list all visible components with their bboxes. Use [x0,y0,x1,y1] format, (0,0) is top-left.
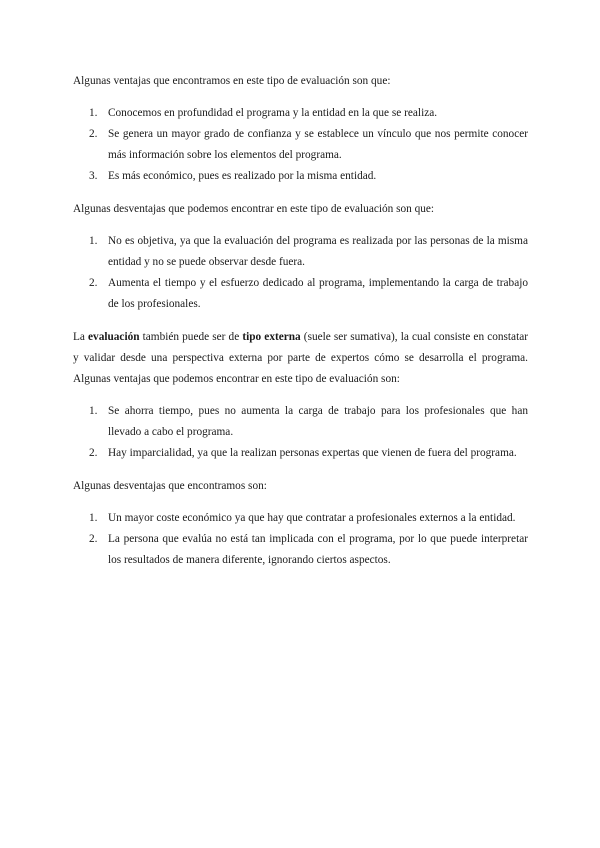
intro-ventajas: Algunas ventajas que encontramos en este tipo de evaluación son que: [73,75,391,87]
list-desventajas [73,231,528,315]
paragraph-evaluacion-externa: La evaluación también puede ser de tipo externa (suele ser sumativa), la cual consiste en constatar y validar desde una perspectiva externa por parte de expertos cómo se desarrolla el programa. Algunas ventajas que podemos encontrar en este tipo de evaluación son: [73,331,528,385]
intro-desventajas-externa: Algunas desventajas que encontramos son: [73,480,267,492]
list-item: 3. Es más económico, pues es realizado por la misma entidad. [89,170,377,182]
list-item: 2. Hay imparcialidad, ya que la realizan personas expertas que vienen de fuera del programa. [89,447,517,459]
list-desventajas-externa [73,508,528,571]
list-item: 2. Se genera un mayor grado de confianza y se establece un vínculo que nos permite conocer más información sobre los elementos del programa. [89,128,528,161]
list-item: 1. No es objetiva, ya que la evaluación del programa es realizada por las personas de la misma entidad y no se puede observar desde fuera. [89,235,528,268]
list-item: 2. La persona que evalúa no está tan implicada con el programa, por lo que puede interpretar los resultados de manera diferente, ignorando ciertos aspectos. [89,533,528,566]
list-ventajas [73,103,528,187]
intro-desventajas: Algunas desventajas que podemos encontrar en este tipo de evaluación son que: [73,203,435,215]
list-item: 2. Aumenta el tiempo y el esfuerzo dedicado al programa, implementando la carga de trabajo de los profesionales. [89,277,528,310]
list-item: 1. Conocemos en profundidad el programa y la entidad en la que se realiza. [89,107,438,119]
document-body [73,71,528,571]
list-item: 1. Se ahorra tiempo, pues no aumenta la carga de trabajo para los profesionales que han llevado a cabo el programa. [89,405,528,438]
list-ventajas-externa [73,401,528,464]
list-item: 1. Un mayor coste económico ya que hay que contratar a profesionales externos a la entidad. [89,512,516,524]
